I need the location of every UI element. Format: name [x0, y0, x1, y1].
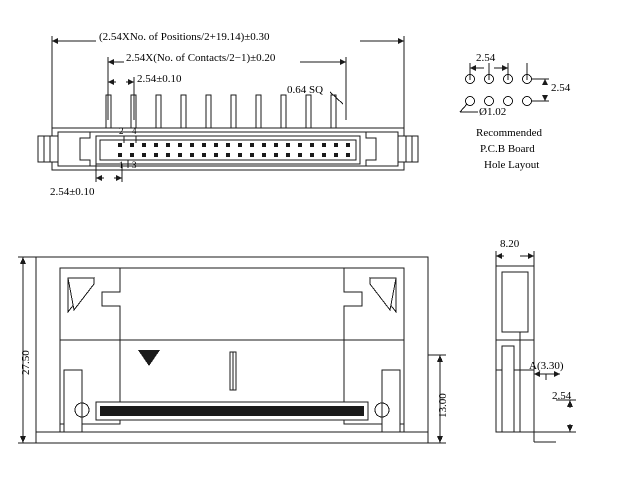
- dim-pin-sq-label: 0.64 SQ: [287, 84, 324, 96]
- pcb-caption-line2: P.C.B Board: [480, 143, 535, 155]
- dim-pitch-left-label: 2.54±0.10: [50, 186, 95, 198]
- side-dim-width-label: 8.20: [500, 238, 520, 250]
- dim-height-total-label: 27.50: [20, 350, 32, 375]
- pcb-dim-vertical-label: 2.54: [551, 82, 571, 94]
- dim-overall-label: (2.54XNo. of Positions/2+19.14)±0.30: [99, 31, 270, 43]
- pcb-dim-hole-label: Ø1.02: [479, 106, 507, 118]
- pin-number-4: 4: [132, 126, 137, 136]
- pcb-caption-line3: Hole Layout: [484, 159, 540, 171]
- dim-height-inner-label: 13.00: [437, 393, 449, 418]
- pcb-dim-horizontal-label: 2.54: [476, 52, 496, 64]
- pin-number-1: 1: [119, 160, 124, 170]
- pin-number-3: 3: [132, 160, 137, 170]
- dim-pitch-top-label: 2.54±0.10: [137, 73, 182, 85]
- pin-number-2: 2: [119, 126, 124, 136]
- side-dim-pitch-label: 2.54: [552, 390, 572, 402]
- pcb-caption-line1: Recommended: [476, 127, 542, 139]
- side-dim-a-label: A(3.30): [529, 360, 564, 372]
- dim-contacts-label: 2.54X(No. of Contacts/2−1)±0.20: [126, 52, 276, 64]
